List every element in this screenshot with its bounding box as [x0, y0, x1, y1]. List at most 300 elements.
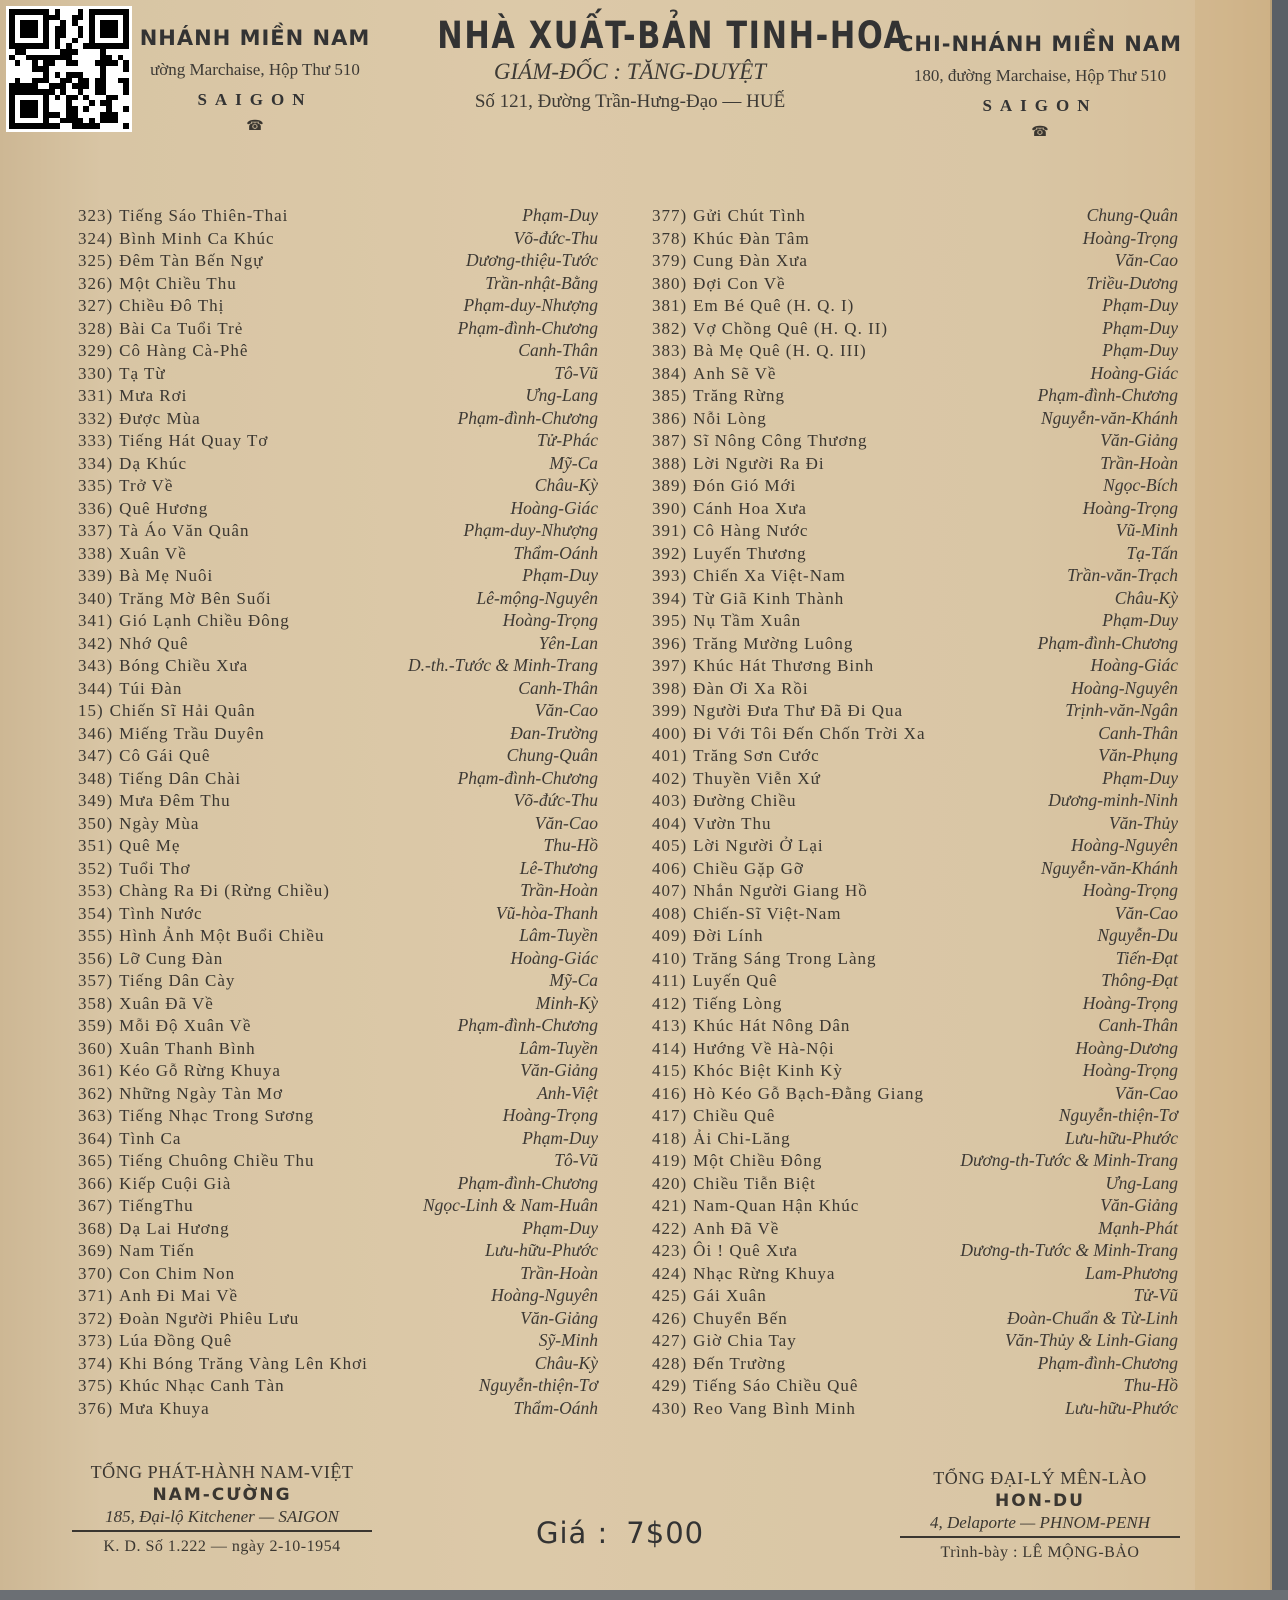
song-title-text: Tiếng Nhạc Trong Sương	[119, 1106, 315, 1125]
song-row	[652, 408, 1178, 431]
song-number: 324)	[78, 228, 114, 248]
song-title-text: Khúc Hát Thương Binh	[693, 656, 875, 675]
song-number: 325)	[78, 251, 114, 270]
song-title-text: TiếngThu	[119, 1196, 194, 1215]
distributor-label: TỔNG PHÁT-HÀNH NAM-VIỆT	[90, 1462, 354, 1482]
song-title	[78, 499, 208, 519]
song-list-left	[78, 205, 598, 1420]
song-number: 402)	[652, 768, 688, 788]
song-number: 383)	[652, 341, 688, 360]
song-title-text: Xuân Thanh Bình	[119, 1038, 256, 1058]
song-title-text: Đoàn Người Phiêu Lưu	[119, 1308, 300, 1328]
song-composer: Hoàng-Giác	[1090, 655, 1178, 675]
song-row	[78, 1015, 598, 1038]
phone-icon: ☎	[246, 119, 264, 134]
song-composer: Tô-Vũ	[554, 362, 598, 383]
song-number: 328)	[78, 318, 114, 338]
song-number: 333)	[78, 431, 114, 450]
song-composer: Triều-Dương	[1086, 272, 1178, 293]
song-number: 370)	[78, 1263, 114, 1283]
song-composer: Anh-Việt	[537, 1082, 598, 1103]
song-number: 373)	[78, 1331, 114, 1350]
song-number: 344)	[78, 678, 114, 698]
song-composer: Văn-Cao	[1114, 250, 1178, 270]
song-row	[652, 655, 1178, 678]
song-row	[652, 1150, 1178, 1173]
song-composer: Văn-Cao	[1114, 902, 1178, 923]
song-title	[78, 904, 203, 924]
song-title	[652, 521, 808, 541]
song-composer: Phạm-Duy	[1102, 295, 1178, 315]
song-title-text: Tình Ca	[119, 1128, 182, 1148]
song-title-text: Trăng Sơn Cước	[693, 746, 820, 765]
song-composer: Thu-Hồ	[543, 835, 598, 855]
song-number: 375)	[78, 1376, 114, 1395]
song-composer: Lưu-hữu-Phước	[485, 1240, 598, 1260]
song-row	[652, 520, 1178, 543]
song-title-text: Dạ Lai Hương	[119, 1218, 230, 1238]
song-title-text: Một Chiều Đông	[693, 1151, 823, 1170]
song-composer: Ưng-Lang	[525, 385, 598, 405]
song-title	[78, 1084, 283, 1104]
song-number: 408)	[652, 903, 688, 923]
song-row	[652, 768, 1178, 791]
song-composer: Văn-Cao	[534, 700, 598, 720]
song-title-text: Chuyển Bến	[693, 1308, 788, 1328]
song-title-text: Hò Kéo Gỗ Bạch-Đằng Giang	[693, 1083, 925, 1103]
song-title-text: Gái Xuân	[693, 1286, 767, 1305]
song-number: 335)	[78, 476, 114, 495]
song-title	[652, 364, 776, 384]
song-number: 430)	[652, 1398, 688, 1418]
song-title	[652, 566, 846, 586]
price-value: 7$00	[626, 1516, 705, 1550]
song-row	[78, 1240, 598, 1263]
song-number: 386)	[652, 408, 688, 428]
song-row	[78, 1173, 598, 1196]
song-title	[78, 926, 324, 946]
song-number: 429)	[652, 1376, 688, 1395]
song-composer: Dương-th-Tước & Minh-Trang	[960, 1150, 1178, 1170]
song-number: 356)	[78, 948, 114, 968]
song-number: 411)	[652, 971, 687, 990]
song-title	[652, 386, 785, 406]
song-title-text: Luyến Thương	[693, 543, 807, 563]
song-number: 385)	[652, 386, 688, 405]
song-number: 389)	[652, 476, 688, 495]
song-title	[78, 1241, 195, 1261]
song-number: 409)	[652, 926, 688, 945]
song-title	[78, 364, 166, 384]
song-row	[652, 1128, 1178, 1151]
song-number: 381)	[652, 296, 688, 315]
song-title-text: Nam-Quan Hận Khúc	[693, 1196, 860, 1215]
song-composer: Phạm-đình-Chương	[1037, 632, 1178, 653]
song-title-text: Người Đưa Thư Đã Đi Qua	[693, 701, 904, 720]
song-title	[78, 994, 214, 1014]
song-composer: Ngọc-Bích	[1103, 475, 1178, 495]
song-title	[652, 319, 888, 339]
song-composer: Lâm-Tuyền	[519, 1037, 598, 1058]
song-number: 323)	[78, 206, 114, 225]
song-row	[652, 1173, 1178, 1196]
song-row	[78, 1060, 598, 1083]
publisher-name: NHÀ XUẤT-BẢN TINH-HOA	[437, 14, 909, 57]
song-row	[78, 498, 598, 521]
song-number: 395)	[652, 611, 688, 630]
song-composer: Nguyễn-thiện-Tơ	[1058, 1105, 1178, 1125]
song-row	[78, 1195, 598, 1218]
song-title	[652, 1309, 788, 1329]
song-row	[652, 250, 1178, 273]
song-title-text: Đến Trường	[693, 1353, 787, 1373]
song-composer: Tử-Phác	[536, 430, 598, 450]
song-composer: Trịnh-văn-Ngân	[1065, 700, 1178, 720]
song-composer: Châu-Kỳ	[534, 475, 598, 495]
song-title	[78, 881, 330, 901]
song-row	[78, 903, 598, 926]
song-composer: Phạm-đình-Chương	[457, 767, 598, 788]
song-number: 427)	[652, 1331, 688, 1350]
song-number: 393)	[652, 566, 688, 585]
publisher-header	[395, 14, 909, 113]
song-composer: Canh-Thân	[1098, 722, 1178, 743]
song-number: 352)	[78, 858, 114, 878]
song-title	[78, 296, 224, 316]
song-row	[652, 318, 1178, 341]
song-title	[652, 949, 877, 969]
song-number: 369)	[78, 1241, 114, 1260]
song-title-text: Khúc Hát Nông Dân	[693, 1016, 851, 1035]
song-title	[78, 836, 180, 856]
song-title	[78, 1376, 285, 1396]
song-number: 351)	[78, 836, 114, 855]
song-number: 367)	[78, 1196, 114, 1215]
song-title-text: Tiếng Sáo Chiều Quê	[693, 1376, 859, 1395]
song-row	[652, 1398, 1178, 1421]
song-row	[652, 543, 1178, 566]
song-title-text: Đời Lính	[693, 926, 764, 945]
song-composer: Nguyễn-văn-Khánh	[1040, 407, 1178, 428]
song-title-text: Lỡ Cung Đàn	[119, 948, 224, 968]
song-row	[652, 1353, 1178, 1376]
song-title	[78, 409, 201, 429]
song-title-text: Đường Chiều	[693, 791, 797, 810]
song-composer: Hoàng-Nguyên	[1071, 677, 1178, 698]
song-composer: Minh-Kỳ	[535, 992, 598, 1013]
song-composer: Phạm-duy-Nhượng	[463, 520, 598, 540]
song-row	[652, 1240, 1178, 1263]
song-title-text: Bà Mẹ Quê (H. Q. III)	[693, 341, 867, 360]
song-title-text: Khi Bóng Trăng Vàng Lên Khơi	[119, 1353, 368, 1373]
song-title-text: Kiếp Cuội Già	[119, 1173, 232, 1193]
song-title	[78, 476, 173, 496]
license-number: K. D. Số 1.222 — ngày 2-10-1954	[103, 1538, 341, 1555]
song-title-text: Tà Áo Văn Quân	[119, 521, 250, 540]
song-number: 388)	[652, 453, 688, 473]
song-row	[652, 948, 1178, 971]
song-title	[78, 1286, 238, 1306]
song-title	[652, 1061, 843, 1081]
song-title-text: Miếng Trầu Duyên	[119, 723, 265, 743]
song-title	[78, 521, 249, 541]
song-row	[78, 790, 598, 813]
song-composer: Tô-Vũ	[554, 1150, 598, 1170]
song-title-text: Trăng Mường Luông	[693, 633, 854, 653]
song-title-text: Nỗi Lòng	[693, 408, 767, 428]
song-title	[652, 1376, 858, 1396]
song-composer: Hoàng-Nguyên	[491, 1285, 598, 1305]
footer-distributor-left	[72, 1462, 372, 1556]
song-row	[78, 543, 598, 566]
song-number: 326)	[78, 273, 114, 293]
song-composer: Chung-Quân	[1086, 205, 1178, 225]
song-row	[78, 1128, 598, 1151]
left-branch-city: SAIGON	[197, 90, 313, 109]
song-row	[652, 993, 1178, 1016]
song-composer: Phạm-đình-Chương	[457, 1015, 598, 1035]
song-composer: Hoàng-Giác	[510, 497, 598, 518]
song-number: 350)	[78, 813, 114, 833]
price	[536, 1516, 704, 1550]
song-number: 366)	[78, 1173, 114, 1193]
song-title-text: Khúc Nhạc Canh Tàn	[119, 1376, 285, 1395]
song-title	[78, 206, 288, 226]
song-number: 346)	[78, 723, 114, 743]
song-title	[652, 409, 767, 429]
song-title	[652, 814, 771, 834]
song-title-text: Bài Ca Tuổi Trẻ	[119, 318, 244, 338]
song-title-text: Những Ngày Tàn Mơ	[119, 1083, 283, 1103]
song-title	[652, 1106, 775, 1126]
song-title	[652, 1219, 779, 1239]
song-composer: Phạm-Duy	[522, 1217, 598, 1238]
song-title-text: Tạ Từ	[119, 363, 166, 383]
song-composer: Lâm-Tuyền	[519, 925, 598, 945]
song-title	[78, 431, 268, 451]
song-title-text: Đón Gió Mới	[693, 476, 797, 495]
song-composer: Văn-Thủy	[1108, 812, 1178, 833]
song-composer: Lưu-hữu-Phước	[1065, 1127, 1178, 1148]
song-title	[78, 971, 235, 991]
song-composer: Phạm-Duy	[522, 205, 598, 225]
song-composer: Văn-Giảng	[520, 1060, 598, 1080]
song-number: 336)	[78, 498, 114, 518]
song-title	[652, 701, 903, 721]
song-row	[78, 1285, 598, 1308]
song-composer: Văn-Giảng	[520, 1307, 598, 1328]
song-row	[78, 925, 598, 948]
song-composer: Thẩm-Oánh	[513, 542, 598, 563]
song-title-text: Xuân Đã Về	[119, 993, 214, 1013]
song-row	[78, 363, 598, 386]
song-number: 364)	[78, 1128, 114, 1148]
song-composer: Phạm-Duy	[1102, 767, 1178, 788]
song-title	[652, 1241, 798, 1261]
song-title-text: Tiếng Chuông Chiều Thu	[119, 1151, 315, 1170]
song-composer: Thẩm-Oánh	[513, 1397, 598, 1418]
song-title-text: Anh Đi Mai Về	[119, 1286, 239, 1305]
song-number: 355)	[78, 926, 114, 945]
song-number: 338)	[78, 543, 114, 563]
song-title-text: Reo Vang Bình Minh	[693, 1398, 856, 1418]
song-composer: Canh-Thân	[518, 677, 598, 698]
agent-name: HON-DU	[995, 1491, 1085, 1511]
song-title-text: Kéo Gỗ Rừng Khuya	[119, 1061, 281, 1080]
song-title-text: Một Chiều Thu	[119, 273, 237, 293]
song-title-text: Túi Đàn	[119, 678, 183, 698]
song-row	[78, 1218, 598, 1241]
song-row	[78, 588, 598, 611]
song-title	[652, 544, 807, 564]
song-number: 407)	[652, 881, 688, 900]
song-title	[78, 454, 187, 474]
song-title-text: Lời Người Ở Lại	[693, 836, 824, 855]
song-title	[652, 656, 874, 676]
song-row	[78, 610, 598, 633]
song-row	[652, 700, 1178, 723]
song-composer: Trần-Hoàn	[1100, 452, 1178, 473]
song-number: 374)	[78, 1353, 114, 1373]
song-title	[78, 769, 241, 789]
song-title-text: Tuổi Thơ	[119, 858, 191, 878]
song-number: 378)	[652, 228, 688, 248]
right-branch-header	[880, 32, 1200, 141]
song-title	[652, 1331, 797, 1351]
song-number: 413)	[652, 1016, 688, 1035]
song-composer: Phạm-Duy	[522, 565, 598, 585]
song-title-text: Chàng Ra Đi (Rừng Chiều)	[119, 881, 330, 900]
song-title	[78, 1219, 230, 1239]
song-title-text: Cánh Hoa Xưa	[693, 498, 807, 518]
song-number: 348)	[78, 768, 114, 788]
song-title-text: Giờ Chia Tay	[693, 1331, 797, 1350]
song-title	[652, 881, 868, 901]
song-composer: Hoàng-Trọng	[1082, 497, 1178, 518]
song-title-text: Bà Mẹ Nuôi	[119, 566, 214, 585]
song-title	[78, 634, 189, 654]
song-number: 418)	[652, 1128, 688, 1148]
song-title	[652, 904, 842, 924]
song-title-text: Nhắn Người Giang Hồ	[693, 881, 868, 900]
song-number: 339)	[78, 566, 114, 585]
song-composer: Văn-Giảng	[1100, 430, 1178, 450]
song-title-text: Đợi Con Về	[693, 273, 786, 293]
song-row	[652, 363, 1178, 386]
publisher-address: Số 121, Đường Trần-Hưng-Đạo — HUẾ	[474, 91, 786, 112]
song-title-text: Nam Tiến	[119, 1241, 195, 1260]
song-row	[78, 520, 598, 543]
song-title	[652, 994, 782, 1014]
song-title-text: Đi Với Tôi Đến Chốn Trời Xa	[693, 723, 926, 743]
song-title	[78, 274, 237, 294]
song-number: 412)	[652, 993, 688, 1013]
song-number: 417)	[652, 1106, 688, 1125]
song-number: 354)	[78, 903, 114, 923]
song-row	[652, 453, 1178, 476]
song-title	[652, 634, 853, 654]
song-composer: Nguyễn-thiện-Tơ	[478, 1375, 598, 1395]
song-title-text: Tình Nước	[119, 903, 203, 923]
song-row	[78, 295, 598, 318]
song-row	[78, 318, 598, 341]
song-number: 390)	[652, 498, 688, 518]
song-title	[78, 949, 223, 969]
song-title	[78, 251, 263, 271]
song-row	[652, 835, 1178, 858]
song-title	[78, 746, 210, 766]
song-title	[652, 251, 808, 271]
song-row	[652, 925, 1178, 948]
song-composer: Lê-mộng-Nguyên	[476, 587, 598, 608]
song-title	[652, 724, 926, 744]
song-row	[78, 948, 598, 971]
song-title-text: Xuân Về	[119, 543, 187, 563]
song-title-text: Cung Đàn Xưa	[693, 251, 808, 270]
song-row	[652, 1015, 1178, 1038]
song-title-text: Dạ Khúc	[119, 453, 188, 473]
song-composer: Dương-minh-Ninh	[1048, 790, 1178, 810]
song-number: 397)	[652, 656, 688, 675]
song-title	[652, 859, 804, 879]
song-title	[652, 1016, 850, 1036]
song-title-text: Nhạc Rừng Khuya	[693, 1263, 836, 1283]
song-title	[652, 1084, 924, 1104]
song-number: 410)	[652, 948, 688, 968]
song-title-text: Được Mùa	[119, 408, 201, 428]
song-title-text: Khúc Đàn Tâm	[693, 228, 810, 248]
song-title-text: Tiếng Sáo Thiên-Thai	[119, 206, 289, 225]
song-composer: Phạm-duy-Nhượng	[463, 295, 598, 315]
song-composer: Yên-Lan	[538, 632, 598, 653]
song-composer: Phạm-Duy	[1102, 610, 1178, 630]
song-number: 379)	[652, 251, 688, 270]
song-composer: Phạm-đình-Chương	[1037, 385, 1178, 405]
song-composer: Mạnh-Phát	[1098, 1217, 1178, 1238]
song-row	[78, 655, 598, 678]
song-row	[652, 565, 1178, 588]
song-row	[78, 453, 598, 476]
song-row	[78, 1150, 598, 1173]
song-title	[78, 1264, 235, 1284]
song-title-text: Anh Đã Về	[693, 1218, 780, 1238]
song-row	[78, 723, 598, 746]
song-composer: Văn-Giảng	[1100, 1195, 1178, 1215]
song-title	[78, 1309, 299, 1329]
song-number: 424)	[652, 1263, 688, 1283]
qr-code-icon[interactable]	[6, 6, 132, 132]
song-composer: Trần-nhật-Bằng	[485, 272, 598, 293]
song-composer: Ưng-Lang	[1105, 1172, 1178, 1193]
song-composer: Phạm-đình-Chương	[457, 317, 598, 338]
song-title	[78, 544, 187, 564]
song-title-text: Hướng Về Hà-Nội	[693, 1038, 835, 1058]
song-number: 340)	[78, 588, 114, 608]
song-title-text: Chiến-Sĩ Việt-Nam	[693, 903, 842, 923]
song-number: 398)	[652, 678, 688, 698]
right-branch-address: 180, đường Marchaise, Hộp Thư 510	[913, 66, 1167, 85]
song-title-text: Đàn Ơi Xa Rồi	[693, 678, 809, 698]
song-title	[78, 1061, 281, 1081]
song-composer: Đoàn-Chuẩn & Từ-Linh	[1007, 1307, 1178, 1328]
song-row	[652, 970, 1178, 993]
song-number: 368)	[78, 1218, 114, 1238]
song-row	[78, 970, 598, 993]
right-branch-city: SAIGON	[982, 96, 1098, 115]
song-title	[652, 499, 807, 519]
song-title-text: Mưa Khuya	[119, 1398, 210, 1418]
song-number: 341)	[78, 611, 114, 630]
